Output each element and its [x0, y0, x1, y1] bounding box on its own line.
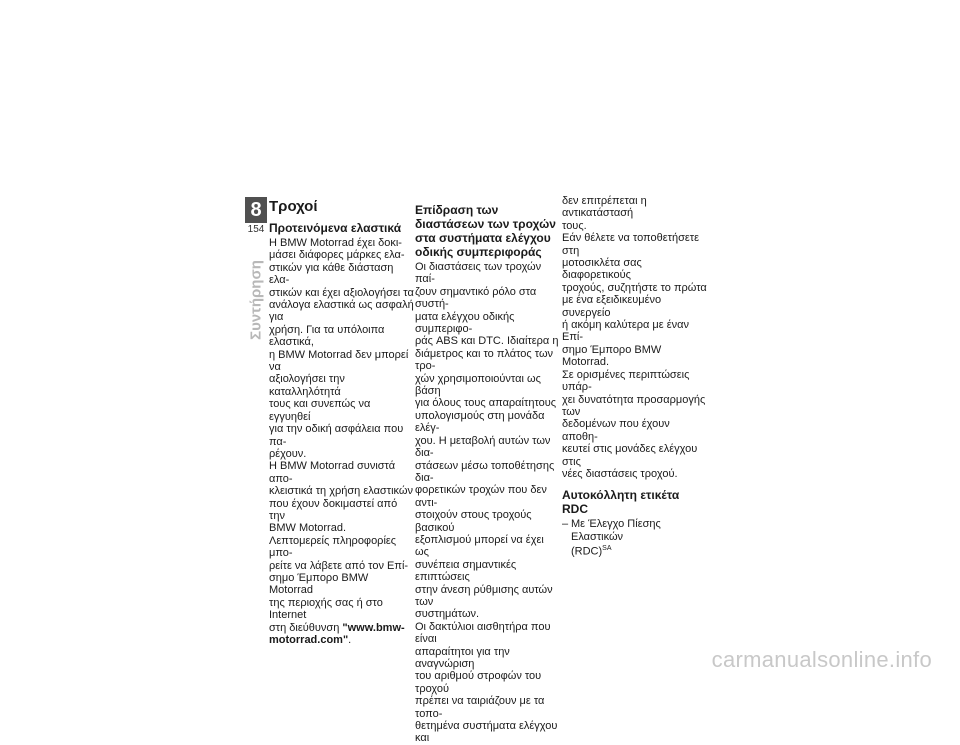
text-line: ρείτε να λάβετε από τον Επί-	[269, 559, 409, 572]
text-line: τροχούς, συζητήστε το πρώτα	[562, 281, 707, 294]
text-line: Οι διαστάσεις των τροχών παί-	[415, 261, 542, 286]
text-line: για την οδική ασφάλεια που πα-	[269, 423, 404, 448]
text-line: ανάλογα ελαστικά ως ασφαλή για	[269, 299, 414, 324]
text-line: για όλους τους απαραίτητους	[415, 397, 557, 410]
text-line: διάμετρος και το πλάτος των τρο-	[415, 347, 554, 373]
column-wheel-dimensions	[415, 203, 560, 745]
text-line: θετημένα συστήματα ελέγχου και	[415, 720, 558, 745]
text-line: νέες διαστάσεις τροχού.	[562, 467, 678, 480]
sa-superscript: SA	[602, 545, 612, 553]
text-line: υπολογισμούς στη μονάδα ελέγ-	[415, 409, 545, 435]
text-line: η BMW Motorrad δεν μπορεί να	[269, 348, 409, 374]
list-item-line: Με Έλεγχο Πίεσης Ελαστικών	[571, 518, 661, 543]
heading-wheel-dimensions	[415, 203, 560, 259]
text-line: στάσεων μέσω τοποθέτησης δια-	[415, 459, 555, 484]
website-line-2	[269, 634, 414, 646]
watermark: carmanualsonline.info	[711, 647, 932, 672]
text-line: Εάν θέλετε να τοποθετήσετε στη	[562, 232, 700, 257]
section-title-vertical: Συντήρηση	[247, 260, 265, 340]
text-line: ή ακόμη καλύτερα με έναν Επί-	[562, 319, 689, 344]
text-line: ζουν σημαντικό ρόλο στα συστή-	[415, 285, 537, 311]
chapter-number-badge: 8	[245, 197, 267, 223]
body-text	[269, 237, 414, 622]
text-line: Η BMW Motorrad συνιστά απο-	[269, 460, 396, 485]
text-line: τους και συνεπώς να εγγυηθεί	[269, 398, 371, 423]
text-line: δεδομένων που έχουν αποθη-	[562, 418, 670, 443]
text-line: του αριθμού στροφών του τροχού	[415, 670, 542, 695]
text-line: στη διεύθυνση	[269, 621, 340, 634]
text-line: σημο Έμπορο BMW Motorrad.	[562, 343, 662, 369]
text-line: Σε ορισμένες περιπτώσεις υπάρ-	[562, 368, 690, 394]
text-line: στην άνεση ρύθμισης αυτών των	[415, 583, 553, 608]
website-line	[269, 622, 414, 634]
text-line: Η BMW Motorrad έχει δοκι-	[269, 237, 402, 249]
website-link-part1[interactable]: "www.bmw-	[342, 621, 405, 634]
text-line: ράς ABS και DTC. Ιδιαίτερα η	[415, 335, 559, 348]
bullet-dash: –	[562, 518, 569, 531]
text-line: ρέχουν.	[269, 447, 307, 460]
heading-line: διαστάσεων των τροχών	[415, 217, 556, 231]
text-line: αξιολογήσει την καταλληλότητά	[269, 373, 345, 398]
column-continued	[562, 195, 707, 558]
heading-rdc-sticker: Αυτοκόλλητη ετικέτα RDC	[562, 488, 680, 517]
text-line: στικών για κάθε διάσταση ελα-	[269, 261, 394, 287]
body-text	[562, 195, 707, 480]
text-line: δεν επιτρέπεται η αντικατάστασή	[562, 195, 647, 220]
text-line-end: .	[348, 634, 352, 646]
list-item-text	[571, 518, 707, 558]
list-item	[562, 518, 707, 558]
text-line: σημο Έμπορο BMW Motorrad	[269, 571, 369, 597]
text-line: χου. Η μεταβολή αυτών των δια-	[415, 434, 551, 460]
text-line: κευτεί στις μονάδες ελέγχου στις	[562, 443, 698, 468]
text-line: ματα ελέγχου οδικής συμπεριφο-	[415, 310, 515, 336]
list-item-line: (RDC)	[571, 545, 603, 558]
text-line: κλειστικά τη χρήση ελαστικών	[269, 485, 413, 498]
text-line: που έχουν δοκιμαστεί από την	[269, 497, 398, 522]
text-line: στοιχούν στους τροχούς βασικού	[415, 509, 532, 534]
heading-recommended-tires: Προτεινόμενα ελαστικά	[269, 221, 402, 235]
text-line: φορετικών τροχών που δεν αντι-	[415, 484, 547, 509]
text-line: εξοπλισμού μπορεί να έχει ως	[415, 533, 544, 559]
text-line: χρήση. Για τα υπόλοιπα ελαστικά,	[269, 323, 385, 349]
text-line: χών χρησιμοποιούνται ως βάση	[415, 372, 541, 398]
text-line: στικών και έχει αξιολογήσει τα	[269, 286, 414, 299]
heading-line: στα συστήματα ελέγχου	[415, 231, 551, 245]
text-line: μάσει διάφορες μάρκες ελα-	[269, 249, 405, 262]
text-line: τους.	[562, 219, 587, 232]
text-line: συστημάτων.	[415, 608, 480, 621]
text-line: συνέπεια σημαντικές επιπτώσεις	[415, 558, 517, 584]
body-text	[415, 261, 560, 745]
text-line: της περιοχής σας ή στο Internet	[269, 596, 383, 622]
page-number: 154	[247, 224, 265, 235]
text-line: μοτοσικλέτα σας διαφορετικούς	[562, 257, 642, 282]
text-line: BMW Motorrad.	[269, 522, 347, 535]
heading-wheels: Τροχοί	[269, 198, 318, 215]
column-tires	[269, 198, 414, 646]
text-line: Οι δακτύλιοι αισθητήρα που είναι	[415, 620, 551, 646]
text-line: απαραίτητοι για την αναγνώριση	[415, 645, 510, 670]
heading-line: οδικής συμπεριφοράς	[415, 245, 542, 259]
text-line: με ένα εξειδικευμένο συνεργείο	[562, 294, 662, 319]
website-link-part2[interactable]: motorrad.com"	[269, 634, 349, 646]
text-line: πρέπει να ταιριάζουν με τα τοπο-	[415, 695, 545, 720]
text-line: Λεπτομερείς πληροφορίες μπο-	[269, 534, 397, 560]
heading-line: Επίδραση των	[415, 203, 499, 217]
text-line: χει δυνατότητα προσαρμογής των	[562, 393, 706, 418]
